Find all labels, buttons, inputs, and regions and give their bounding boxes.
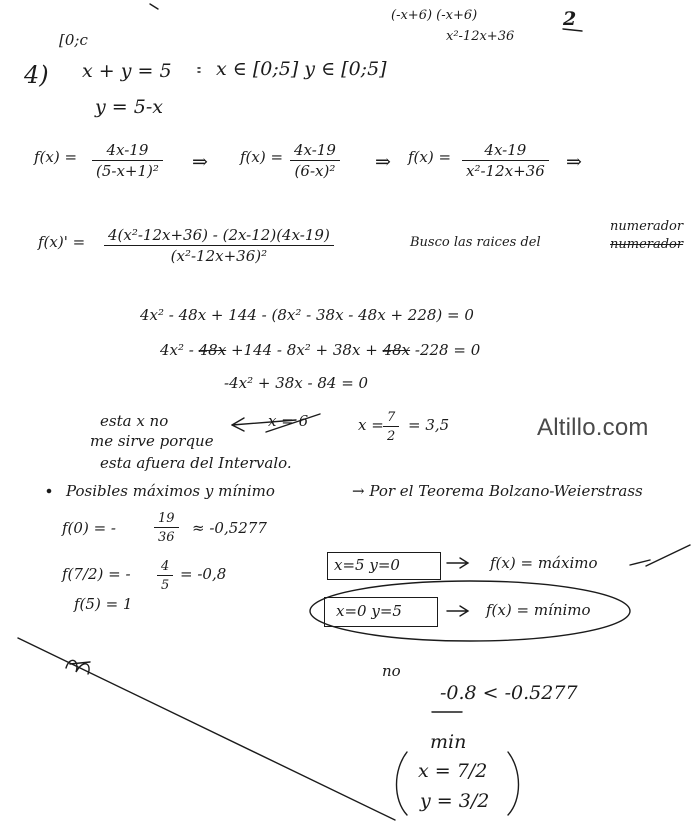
f72-label: f(7/2) = -	[62, 565, 131, 583]
derivative-fraction	[104, 228, 334, 264]
root-note-3: esta afuera del Intervalo.	[100, 454, 292, 472]
derivative-label: f(x)' =	[38, 233, 86, 251]
constraint-equation: x + y = 5	[82, 60, 172, 82]
domain-statement: x ∈ [0;5] y ∈ [0;5]	[216, 58, 387, 80]
comparison: -0.8 < -0.5277	[440, 682, 578, 704]
page-number: 2	[563, 8, 577, 30]
algebra-line-2-d: 48x	[382, 341, 411, 359]
no-note: no	[382, 662, 401, 680]
discarded-root: x = 6	[268, 412, 309, 430]
max-result: f(x) = máximo	[490, 554, 598, 572]
derivative-denominator: (x²-12x+36)²	[170, 247, 268, 265]
f72-decimal: = -0,8	[180, 565, 227, 583]
implies-arrow-2: ⇒	[375, 151, 391, 173]
f0-fraction	[154, 512, 179, 544]
max-checkmark	[630, 545, 690, 566]
f72-denominator: 5	[161, 578, 170, 593]
right-big-paren	[508, 752, 519, 815]
f0-numerator: 19	[154, 512, 179, 528]
bullet-dot	[47, 489, 50, 492]
stray-mark	[150, 4, 158, 9]
theorem-note: → Por el Teorema Bolzano-Weierstrass	[352, 482, 643, 500]
f2-fraction	[290, 143, 340, 179]
root-decimal: = 3,5	[408, 416, 450, 434]
min-y: y = 3/2	[420, 790, 490, 812]
header-note-1: (-x+6) (-x+6)	[391, 8, 478, 23]
root-numerator: 7	[383, 411, 399, 427]
implies-arrow-1: ⇒	[192, 151, 208, 173]
problem-number: 4)	[24, 61, 49, 89]
algebra-line-2-c: +144 - 8x² + 38x +	[230, 341, 378, 359]
f0-label: f(0) = -	[62, 519, 116, 537]
algebra-line-2-a: 4x² -	[160, 341, 194, 359]
f72-numerator: 4	[157, 560, 173, 576]
busco-note: Busco las raices del	[410, 235, 541, 250]
header-note-2: x²-12x+36	[446, 29, 515, 44]
max-point: x=5 y=0	[334, 556, 400, 574]
algebra-line-2-b: 48x	[198, 341, 227, 359]
root-x-equals: x =	[358, 416, 384, 434]
y-expression: y = 5-x	[95, 96, 163, 118]
f3-denominator: x²-12x+36	[466, 162, 545, 180]
f3-numerator: 4x-19	[462, 143, 549, 161]
algebra-line-3: -4x² + 38x - 84 = 0	[224, 374, 369, 392]
f0-denominator: 36	[158, 530, 175, 545]
min-x: x = 7/2	[418, 760, 488, 782]
left-big-paren	[397, 752, 408, 815]
f5-value: f(5) = 1	[74, 595, 133, 613]
min-point: x=0 y=5	[336, 602, 402, 620]
max-arrow	[447, 558, 468, 568]
interval-hint: [0;c	[59, 31, 88, 49]
tick-mark	[198, 68, 200, 72]
root-note-2: me sirve porque	[90, 432, 214, 450]
derivative-numerator: 4(x²-12x+36) - (2x-12)(4x-19)	[104, 228, 334, 246]
f3-fraction	[462, 143, 549, 179]
algebra-line-2-e: -228 = 0	[414, 341, 481, 359]
min-arrow	[447, 606, 468, 616]
numerador-correction: numerador	[610, 219, 684, 234]
f0-approx: ≈ -0,5277	[192, 519, 267, 537]
f2-numerator: 4x-19	[290, 143, 340, 161]
implies-arrow-3: ⇒	[566, 151, 582, 173]
f1-fraction	[92, 143, 163, 179]
watermark: Altillo.com	[537, 414, 649, 441]
f72-fraction	[157, 560, 173, 592]
root-fraction	[383, 411, 399, 443]
root-note-1: esta x no	[100, 412, 169, 430]
root-denominator: 2	[387, 429, 396, 444]
f2-denominator: (6-x)²	[294, 162, 336, 180]
f2-label: f(x) =	[240, 148, 284, 166]
diagonal-line	[18, 638, 395, 820]
min-label: min	[430, 731, 467, 753]
f1-denominator: (5-x+1)²	[96, 162, 159, 180]
algebra-line-1: 4x² - 48x + 144 - (8x² - 38x - 48x + 228) = 0	[140, 306, 474, 324]
min-result: f(x) = mínimo	[486, 601, 591, 619]
algebra-line-2	[160, 343, 480, 358]
f-label: f(x) =	[34, 148, 78, 166]
f1-numerator: 4x-19	[92, 143, 163, 161]
f3-label: f(x) =	[408, 148, 452, 166]
extremes-heading: Posibles máximos y mínimo	[66, 482, 275, 500]
numerador-struck: numerador	[610, 237, 684, 252]
